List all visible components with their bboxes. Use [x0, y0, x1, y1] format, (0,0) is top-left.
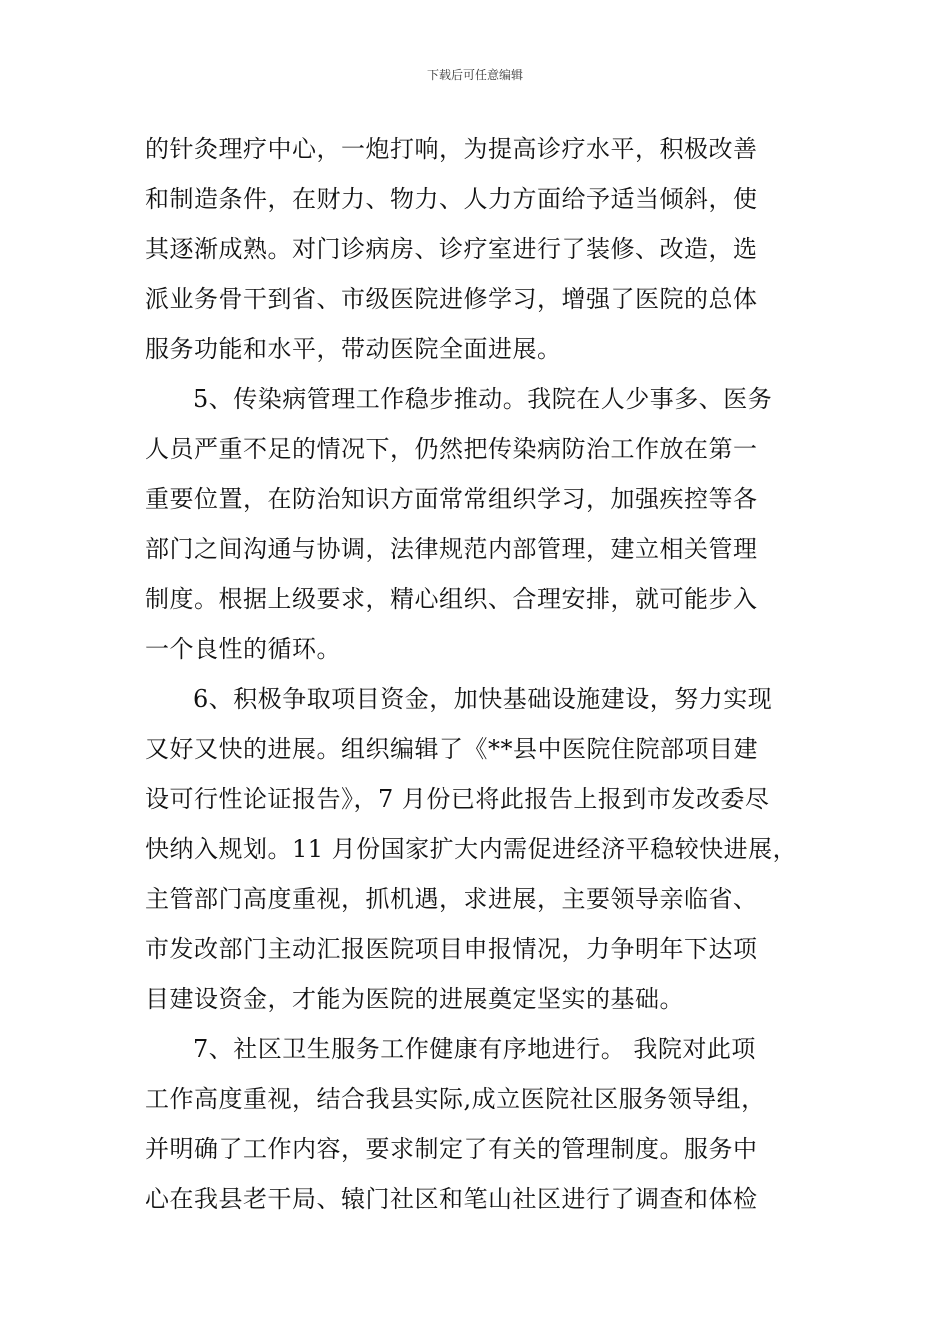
page-header: 下载后可任意编辑: [426, 68, 523, 82]
text-line: 的针灸理疗中心，一炮打响，为提高诊疗水平，积极改善: [145, 135, 758, 163]
text-line: 重要位置，在防治知识方面常常组织学习，加强疾控等各: [145, 485, 758, 513]
text-line: 和制造条件，在财力、物力、人力方面给予适当倾斜，使: [145, 185, 758, 213]
text-line: 工作高度重视，结合我县实际,成立医院社区服务领导组，: [145, 1085, 766, 1113]
text-line: 派业务骨干到省、市级医院进修学习，增强了医院的总体: [145, 285, 758, 313]
paragraph-first-line: 5、传染病管理工作稳步推动。我院在人少事多、医务: [193, 385, 773, 413]
paragraph-first-line: 7、社区卫生服务工作健康有序地进行。 我院对此项: [193, 1035, 756, 1063]
text-line: 一个良性的循环。: [145, 635, 341, 663]
text-line: 制度。根据上级要求，精心组织、合理安排，就可能步入: [145, 585, 758, 613]
text-line: 又好又快的进展。组织编辑了《**县中医院住院部项目建: [145, 735, 758, 763]
text-line: 快纳入规划。11 月份国家扩大内需促进经济平稳较快进展，: [145, 835, 798, 863]
text-line: 部门之间沟通与协调，法律规范内部管理，建立相关管理: [145, 535, 758, 563]
paragraph-first-line: 6、积极争取项目资金，加快基础设施建设，努力实现: [193, 685, 773, 713]
text-line: 主管部门高度重视，抓机遇，求进展，主要领导亲临省、: [145, 885, 758, 913]
text-line: 并明确了工作内容，要求制定了有关的管理制度。服务中: [145, 1135, 758, 1163]
document-body: [145, 124, 813, 1224]
text-line: 市发改部门主动汇报医院项目申报情况，力争明年下达项: [145, 935, 758, 963]
text-line: 其逐渐成熟。对门诊病房、诊疗室进行了装修、改造，选: [145, 235, 758, 263]
text-line: 目建设资金，才能为医院的进展奠定坚实的基础。: [145, 985, 684, 1013]
text-line: 心在我县老干局、辕门社区和笔山社区进行了调查和体检: [145, 1185, 758, 1213]
text-line: 服务功能和水平，带动医院全面进展。: [145, 335, 562, 363]
text-line: 人员严重不足的情况下，仍然把传染病防治工作放在第一: [145, 435, 758, 463]
text-line: 设可行性论证报告》，7 月份已将此报告上报到市发改委尽: [145, 785, 770, 813]
